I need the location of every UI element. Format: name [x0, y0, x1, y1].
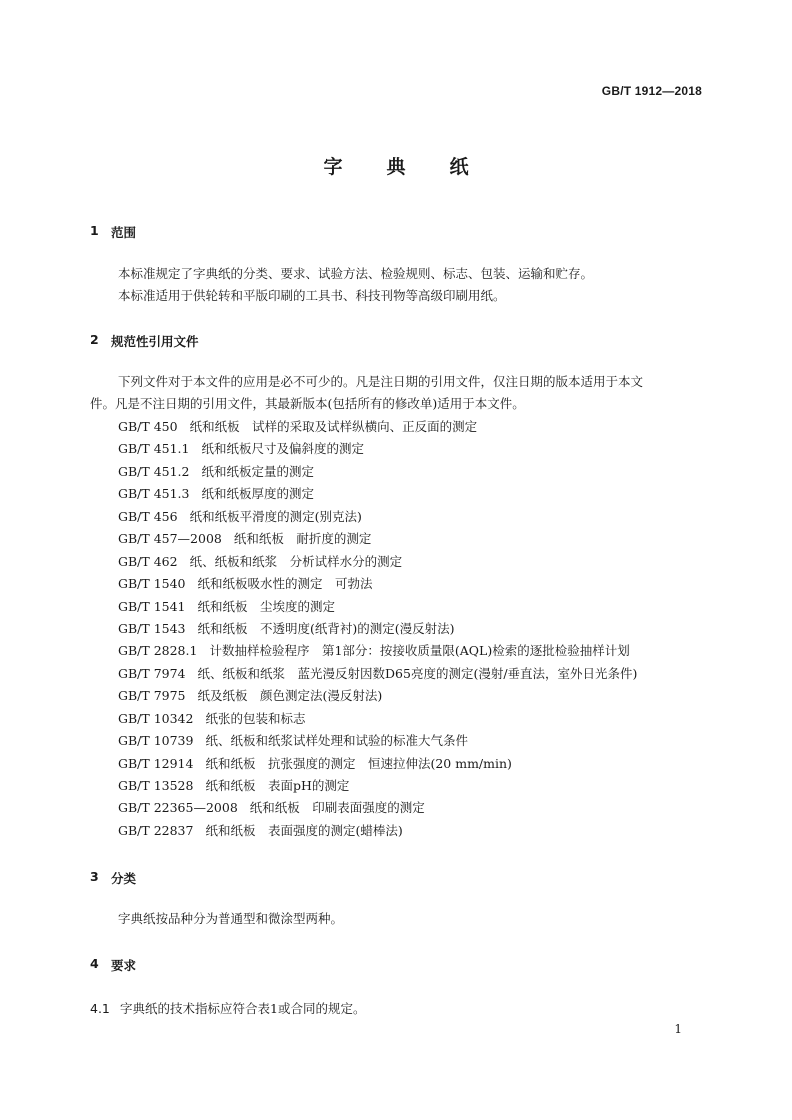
reference-item	[118, 685, 637, 707]
reference-item	[118, 753, 637, 775]
section-number: 3	[90, 869, 99, 884]
reference-title: 纸、纸板和纸浆试样处理和试验的标准大气条件	[205, 733, 468, 749]
reference-item	[118, 663, 637, 685]
reference-title: 计数抽样检验程序 第1部分：按接收质量限(AQL)检索的逐批检验抽样计划	[209, 643, 630, 659]
reference-title: 纸和纸板 印刷表面强度的测定	[249, 800, 425, 816]
section-number: 2	[90, 332, 99, 347]
reference-title: 纸和纸板 表面强度的测定(蜡棒法)	[205, 822, 403, 838]
reference-title: 纸和纸板 表面pH的测定	[205, 778, 350, 793]
reference-title: 纸和纸板定量的测定	[201, 463, 314, 479]
section-title: 分类	[111, 871, 137, 886]
section-heading-requirements	[90, 956, 136, 974]
scope-paragraph-1: 本标准规定了字典纸的分类、要求、试验方法、检验规则、标志、包装、运输和贮存。	[118, 266, 594, 281]
reference-item	[118, 797, 637, 819]
scope-paragraph-2: 本标准适用于供轮转和平版印刷的工具书、科技刊物等高级印刷用纸。	[118, 288, 506, 303]
references-intro-line-2: 件。凡是不注日期的引用文件，其最新版本(包括所有的修改单)适用于本文件。	[90, 396, 525, 411]
reference-title: 纸张的包装和标志	[205, 710, 306, 726]
reference-item	[118, 730, 637, 752]
reference-title: 纸和纸板 试样的采取及试样纵横向、正反面的测定	[189, 419, 478, 434]
reference-item	[118, 551, 637, 573]
reference-list	[118, 416, 637, 842]
section-title: 要求	[111, 958, 137, 973]
reference-code: GB/T 10739	[118, 733, 194, 749]
classification-paragraph: 字典纸按品种分为普通型和微涂型两种。	[118, 911, 344, 926]
reference-title: 纸和纸板平滑度的测定(别克法)	[189, 508, 362, 524]
reference-item	[118, 483, 637, 505]
reference-item	[118, 775, 637, 797]
reference-item	[118, 618, 637, 640]
reference-title: 纸和纸板 耐折度的测定	[233, 531, 372, 547]
section-number: 1	[90, 223, 99, 238]
reference-code: GB/T 1540	[118, 576, 186, 592]
reference-code: GB/T 451.1	[118, 441, 190, 457]
reference-item	[118, 528, 637, 550]
section-heading-classification	[90, 869, 136, 887]
reference-code: GB/T 22365—2008	[118, 800, 238, 816]
document-title: 字典纸	[323, 156, 513, 178]
reference-title: 纸、纸板和纸浆 蓝光漫反射因数D65亮度的测定(漫射/垂直法，室外日光条件)	[197, 665, 638, 681]
reference-item	[118, 820, 637, 842]
reference-item	[118, 573, 637, 595]
section-heading-normative-references	[90, 332, 199, 350]
reference-title: 纸和纸板厚度的测定	[201, 486, 314, 502]
reference-code: GB/T 13528	[118, 778, 194, 793]
reference-item	[118, 416, 637, 438]
reference-code: GB/T 2828.1	[118, 643, 198, 659]
reference-item	[118, 640, 637, 662]
reference-item	[118, 596, 637, 618]
reference-item	[118, 708, 637, 730]
clause-number: 4.1	[90, 1001, 110, 1016]
reference-title: 纸和纸板 抗张强度的测定 恒速拉伸法(20 mm/min)	[205, 755, 512, 771]
standard-code: GB/T 1912—2018	[601, 84, 702, 98]
reference-code: GB/T 12914	[118, 755, 194, 771]
clause-4-1	[90, 998, 365, 1020]
reference-title: 纸和纸板尺寸及偏斜度的测定	[201, 441, 364, 457]
reference-code: GB/T 457—2008	[118, 531, 222, 547]
section-number: 4	[90, 956, 99, 971]
section-title: 范围	[111, 225, 137, 240]
reference-title: 纸和纸板吸水性的测定 可勃法	[197, 576, 373, 592]
reference-code: GB/T 451.3	[118, 486, 190, 502]
references-intro-line-1: 下列文件对于本文件的应用是必不可少的。凡是注日期的引用文件，仅注日期的版本适用于本文	[118, 374, 644, 389]
reference-title: 纸、纸板和纸浆 分析试样水分的测定	[189, 553, 403, 569]
reference-code: GB/T 7974	[118, 665, 186, 681]
reference-code: GB/T 22837	[118, 822, 194, 838]
reference-title: 纸和纸板 尘埃度的测定	[197, 598, 336, 614]
reference-code: GB/T 1543	[118, 620, 186, 636]
page-number: 1	[674, 1022, 682, 1036]
reference-code: GB/T 1541	[118, 598, 186, 614]
reference-item	[118, 461, 637, 483]
reference-code: GB/T 462	[118, 553, 178, 569]
section-title: 规范性引用文件	[111, 334, 199, 349]
reference-code: GB/T 7975	[118, 688, 186, 704]
reference-title: 纸和纸板 不透明度(纸背衬)的测定(漫反射法)	[197, 620, 455, 636]
reference-code: GB/T 450	[118, 419, 178, 434]
reference-item	[118, 438, 637, 460]
reference-code: GB/T 451.2	[118, 463, 190, 479]
reference-item	[118, 506, 637, 528]
clause-text: 字典纸的技术指标应符合表1或合同的规定。	[120, 1001, 366, 1016]
reference-code: GB/T 456	[118, 508, 178, 524]
reference-title: 纸及纸板 颜色测定法(漫反射法)	[197, 688, 383, 704]
reference-code: GB/T 10342	[118, 710, 194, 726]
section-heading-scope	[90, 223, 136, 241]
